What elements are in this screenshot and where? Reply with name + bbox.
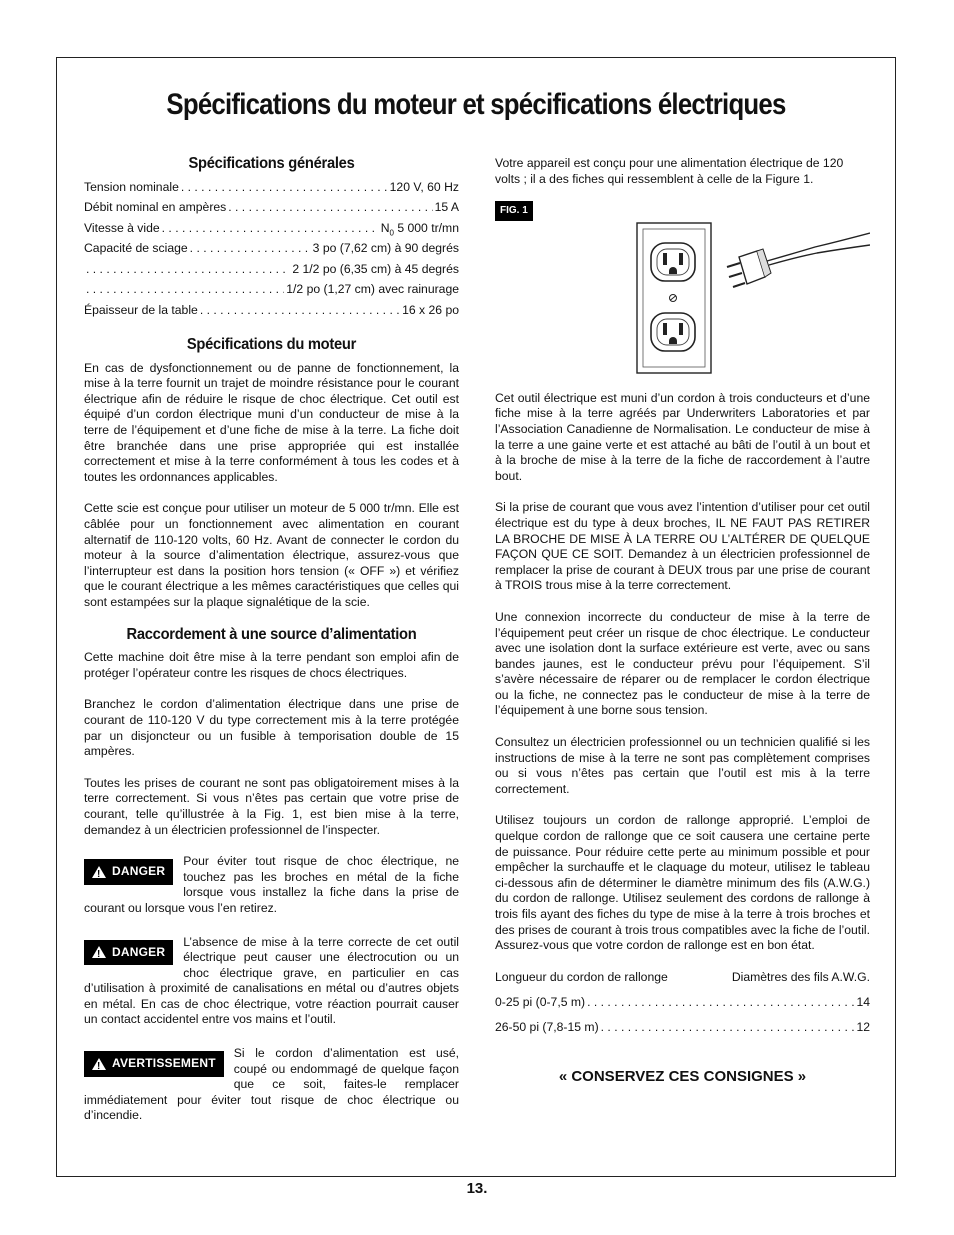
spec-row: Vitesse à vide . . . $N_0$ 5 000 tr/mn (84, 221, 459, 242)
danger-badge: ! DANGER (84, 940, 173, 966)
left-column (84, 156, 459, 1142)
caution-warning-text: Si le cordon d’alimentation est usé, coupé ou endommagé de quelque façon que ce soit, faites-le remplacer immédiatement pour éviter tout risque de choc électrique ou d’incendie. (84, 1046, 459, 1123)
table-row: 26-50 pi (7,8-15 m) . . . 12 (495, 1020, 870, 1045)
consult-paragraph: Consultez un électricien professionnel ou un technicien qualifié si les instructions de mise à la terre ne sont pas complètement comprises ou si vous n’êtes pas certain que l’outil est mis à la terre correctement. (495, 735, 870, 796)
right-column (495, 156, 870, 1084)
danger-warning-text: Pour éviter tout risque de choc électrique, ne touchez pas les broches en métal de la fiche lorsque vous installez la fiche dans la prise de courant ou lorsque vous l’en retirez. (84, 854, 459, 915)
avertissement-badge: ! AVERTISSEMENT (84, 1051, 224, 1077)
general-specs-heading: Spécifications générales (188, 155, 355, 172)
danger-warning-1 (84, 854, 459, 916)
intro-paragraph: Votre appareil est conçu pour une alimentation électrique de 120 volts ; il a des fiches qui ressemblent à celle de la Figure 1. (495, 156, 844, 186)
spec-row: Débit nominal en ampères . . . 15 A (84, 200, 459, 221)
danger-badge: ! DANGER (84, 859, 173, 885)
power-paragraph-3: Toutes les prises de courant ne sont pas obligatoirement mises à la terre correctement. Si vous n’êtes pas certain que votre prise de courant, telle qu’illustrée à la Fig. 1, est bien mise à la terre, demandez à un électricien professionnel de l’inspecter. (84, 775, 459, 837)
warning-triangle-icon (92, 1058, 106, 1070)
three-prong-plug-icon (727, 233, 870, 287)
motor-paragraph-1: En cas de dysfonctionnement ou de panne de fonctionnement, la mise à la terre fournit un trajet de moindre résistance pour le courant électrique afin de réduire le risque de choc électrique. Cet outil est équipé d’un cordon électrique muni d’un conducteur de mise à la terre de l’équipement et d’une fiche de mise à la terre. La fiche doit être branchée dans une prise appropriée qui est installée correctement et mise à la terre conformément à tous les codes et à toutes les ordonnances applicables. (84, 360, 459, 484)
incorrect-connection-paragraph: Une connexion incorrecte du conducteur de mise à la terre de l’équipement peut créer un risque de choc électrique. Le conducteur avec une isolation dont la surface extérieure est verte, avec ou sans bandes jaunes, est le conducteur prévu pour l’équipement. S’il s’avère nécessaire de réparer ou de remplacer le cordon électrique ou la fiche, ne connectez pas le conducteur de mise à la terre de l’équipement à une borne sous tension. (495, 609, 870, 718)
spec-row: . . . 2 1/2 po (6,35 cm) à 45 degrés (84, 262, 459, 283)
spec-list (84, 180, 459, 324)
page-title: Spécifications du moteur et spécifications électriques (166, 88, 786, 121)
spec-row: . . . 1/2 po (1,27 cm) avec rainurage (84, 282, 459, 303)
receptacle-top-icon (651, 243, 695, 281)
motor-paragraph-2: Cette scie est conçue pour utiliser un moteur de 5 000 tr/mn. Elle est câblée pour un fonctionnement avec alimentation en courant alternatif de 110-120 volts, 60 Hz. Avant de connecter le cordon du moteur à la source d’alimentation électrique, assurez-vous que l’interrupteur est dans la position hors tension (« OFF ») et vérifiez que le courant électrique a les mêmes caractéristiques que celles qui sont estampées sur la plaque signalétique de la scie. (84, 501, 459, 609)
danger-warning-text: L’absence de mise à la terre correcte de cet outil électrique peut causer une électrocution ou un choc électrique grave, en particulier en cas d’utilisation à proximité de canalisations en métal ou d’autres objets en métal. En cas de choc électrique, votre réaction pourrait causer un contact accidentel entre vos mains et l’outil. (84, 934, 459, 1027)
table-header: Longueur du cordon de rallonge Diamètres des fils A.W.G. (495, 969, 870, 984)
power-paragraph-1: Cette machine doit être mise à la terre pendant son emploi afin de protéger l’opérateur contre les risques de chocs électriques. (84, 650, 459, 680)
danger-warning-2 (84, 935, 459, 1029)
save-instructions-notice: « CONSERVEZ CES CONSIGNES » (558, 1067, 807, 1085)
cord-paragraph: Cet outil électrique est muni d’un cordon à trois conducteurs et d’une fiche mise à la terre agréés par Underwriters Laboratories et par l’Association Canadienne de Normalisation. Le conducteur de mise à la terre a une gaine verte et est attaché au bâti de l’outil à un bout et à la broche de mise à la terre de la fiche de raccordement à l’autre bout. (495, 390, 870, 483)
extension-cord-paragraph: Utilisez toujours un cordon de rallonge approprié. L’emploi de quelque cordon de rallonge que ce soit causera une certaine perte de puissance. Pour réduire cette perte au minimum possible et pour empêcher la surchauffe et le claquage du moteur, utilisez le tableau ci-dessous afin de déterminer le diamètre minimum des fils (A.W.G.) du cordon de rallonge. Utilisez seulement des cordons de rallonge à trois fils ayant des fiches du type de mise à la terre à trois broches et des prises de courant à trois trous compatibles avec la fiche de l’outil. Assurez-vous que votre cordon de rallonge est en bon état. (495, 813, 870, 953)
outlet-plug-figure (495, 217, 870, 377)
power-connection-heading: Raccordement à une source d’alimentation (126, 625, 417, 643)
receptacle-bottom-icon (651, 313, 695, 351)
warning-triangle-icon (92, 946, 106, 958)
motor-specs-heading: Spécifications du moteur (186, 336, 357, 354)
warning-triangle-icon (92, 866, 106, 878)
two-prong-paragraph: Si la prise de courant que vous avez l’intention d’utiliser pour cet outil électrique est du type à deux broches, IL NE FAUT PAS RETIRER LA BROCHE DE MISE À LA TERRE OU L’ALTÉRER DE QUELQUE FAÇON QUE CE SOIT. Demandez à un électricien professionnel de remplacer la prise de courant à DEUX trous par une prise de courant à TROIS trous mise à la terre correctement. (495, 500, 870, 593)
figure-label: FIG. 1 (495, 201, 533, 221)
table-row: 0-25 pi (0-7,5 m) . . . 14 (495, 995, 870, 1020)
extension-cord-table (495, 970, 870, 1045)
page-number: 13. (466, 1180, 488, 1197)
caution-warning (84, 1046, 459, 1124)
spec-row: Tension nominale . . . 120 V, 60 Hz (84, 180, 459, 201)
spec-row: Épaisseur de la table . . . 16 x 26 po (84, 303, 459, 324)
spec-row: Capacité de sciage . . . 3 po (7,62 cm) à 90 degrés (84, 241, 459, 262)
power-paragraph-2: Branchez le cordon d’alimentation électrique dans une prise de courant de 110-120 V du type correctement mis à la terre protégée par un disjoncteur ou un fusible à temporisation double de 15 ampères. (84, 697, 459, 759)
